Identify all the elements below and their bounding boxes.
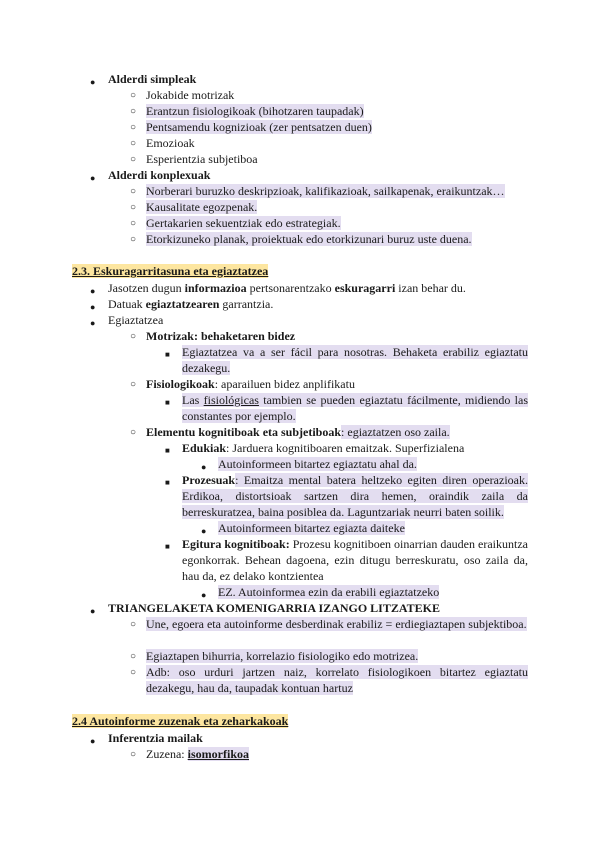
- list-item: Jasotzen dugun informazioa pertsonarentzako eskuragarri izan behar du.: [108, 281, 466, 295]
- bullet-icon: ●: [90, 286, 96, 296]
- list-item: Gertakarien sekuentziak edo estrategiak.: [146, 216, 341, 230]
- bullet-icon: ●: [90, 302, 96, 312]
- paragraph: Prozesuak: Emaitza mental batera heltzeko egiten diren operazioak. Erdikoa, distortsioak sartzen dira hemen, oraindik zaila da berreskuratzea, baina posiblea da. Laguntzariak neurri baten soilik.: [182, 473, 528, 519]
- bullet-icon: ●: [90, 606, 96, 616]
- bullet-icon: ●: [90, 77, 96, 87]
- circle-bullet-icon: ○: [130, 234, 137, 245]
- circle-bullet-icon: ○: [130, 106, 137, 117]
- paragraph: Egiaztatzea va a ser fácil para nosotras. Behaketa erabiliz egiaztatu dezakegu.: [182, 345, 528, 375]
- circle-bullet-icon: ○: [130, 667, 137, 678]
- list-item: Egiaztapen bihurria, korrelazio fisiologiko edo motrizea.: [146, 649, 419, 663]
- bullet-icon: ●: [90, 736, 96, 746]
- list-item: Jokabide motrizak: [146, 88, 235, 102]
- circle-bullet-icon: ○: [130, 749, 137, 760]
- list-heading-cognitive: Elementu kognitiboak eta subjetiboak: egiaztatzen oso zaila.: [146, 425, 450, 439]
- circle-bullet-icon: ○: [130, 122, 137, 133]
- square-bullet-icon: ■: [165, 398, 170, 407]
- list-item: Emozioak: [146, 136, 195, 150]
- circle-bullet-icon: ○: [130, 427, 137, 438]
- circle-bullet-icon: ○: [130, 186, 137, 197]
- list-item: Datuak egiaztatzearen garrantzia.: [108, 297, 274, 311]
- list-heading-inference: Inferentzia mailak: [108, 731, 203, 745]
- section-heading: 2.3. Eskuragarritasuna eta egiaztatzea: [72, 264, 269, 278]
- circle-bullet-icon: ○: [130, 154, 137, 165]
- list-item: Kausalitate egozpenak.: [146, 200, 258, 214]
- list-heading-triangulation: TRIANGELAKETA KOMENIGARRIA IZANGO LITZATEKE: [108, 601, 440, 615]
- paragraph: Egitura kognitiboak: Prozesu kognitiboen oinarrian dauden eraikuntza egonkorrak. Behean dagoena, ezin ditugu berreskuratu, oso zaila da, hau da, ez delako kontzientea: [182, 537, 528, 583]
- list-heading-complex: Alderdi konplexuak: [108, 168, 211, 182]
- square-bullet-icon: ■: [165, 542, 170, 551]
- square-bullet-icon: ■: [165, 350, 170, 359]
- list-item: Esperientzia subjetiboa: [146, 152, 258, 166]
- paragraph: Une, egoera eta autoinforme desberdinak erabiliz = erdiegiaztapen subjektiboa.: [146, 617, 527, 631]
- circle-bullet-icon: ○: [130, 202, 137, 213]
- circle-bullet-icon: ○: [130, 218, 137, 229]
- circle-bullet-icon: ○: [130, 619, 137, 630]
- list-item: Edukiak: Jarduera kognitiboaren emaitzak. Superfizialena: [182, 441, 465, 455]
- square-bullet-icon: ■: [165, 446, 170, 455]
- list-item: Autoinformeen bitartez egiazta daiteke: [218, 521, 405, 535]
- bullet-icon: ●: [201, 462, 207, 472]
- list-heading-simple: Alderdi simpleak: [108, 72, 197, 86]
- bullet-icon: ●: [90, 173, 96, 183]
- paragraph: Adb: oso urduri jartzen naiz, korrelato fisiologikoen bitartez egiaztatu dezakegu, hau da, taupadak kontuan hartuz: [146, 665, 528, 695]
- list-item: Etorkizuneko planak, proiektuak edo etorkizunari buruz uste duena.: [146, 232, 472, 246]
- circle-bullet-icon: ○: [130, 651, 137, 662]
- bullet-icon: ●: [201, 526, 207, 536]
- list-item: Zuzena: isomorfikoa: [146, 747, 249, 761]
- list-item: Norberari buruzko deskripzioak, kalifikazioak, sailkapenak, eraikuntzak…: [146, 184, 505, 198]
- bullet-icon: ●: [90, 318, 96, 328]
- section-heading: 2.4 Autoinforme zuzenak eta zeharkakoak: [72, 714, 289, 728]
- paragraph: Las fisiológicas tambien se pueden egiaztatu fácilmente, midiendo las constantes por ejemplo.: [182, 393, 529, 423]
- circle-bullet-icon: ○: [130, 379, 137, 390]
- list-item: EZ. Autoinformea ezin da erabili egiaztatzeko: [218, 585, 440, 599]
- circle-bullet-icon: ○: [130, 138, 137, 149]
- list-item: Erantzun fisiologikoak (bihotzaren taupadak): [146, 104, 364, 118]
- list-heading-motor: Motrizak: behaketaren bidez: [146, 329, 296, 343]
- list-item: Egiaztatzea: [108, 313, 164, 327]
- bullet-icon: ●: [201, 590, 207, 600]
- list-item: Autoinformeen bitartez egiaztatu ahal da.: [218, 457, 417, 471]
- circle-bullet-icon: ○: [130, 90, 137, 101]
- circle-bullet-icon: ○: [130, 331, 137, 342]
- list-heading-fisio: Fisiologikoak: aparailuen bidez anplifikatu: [146, 377, 355, 391]
- square-bullet-icon: ■: [165, 478, 170, 487]
- list-item: Pentsamendu kognizioak (zer pentsatzen duen): [146, 120, 372, 134]
